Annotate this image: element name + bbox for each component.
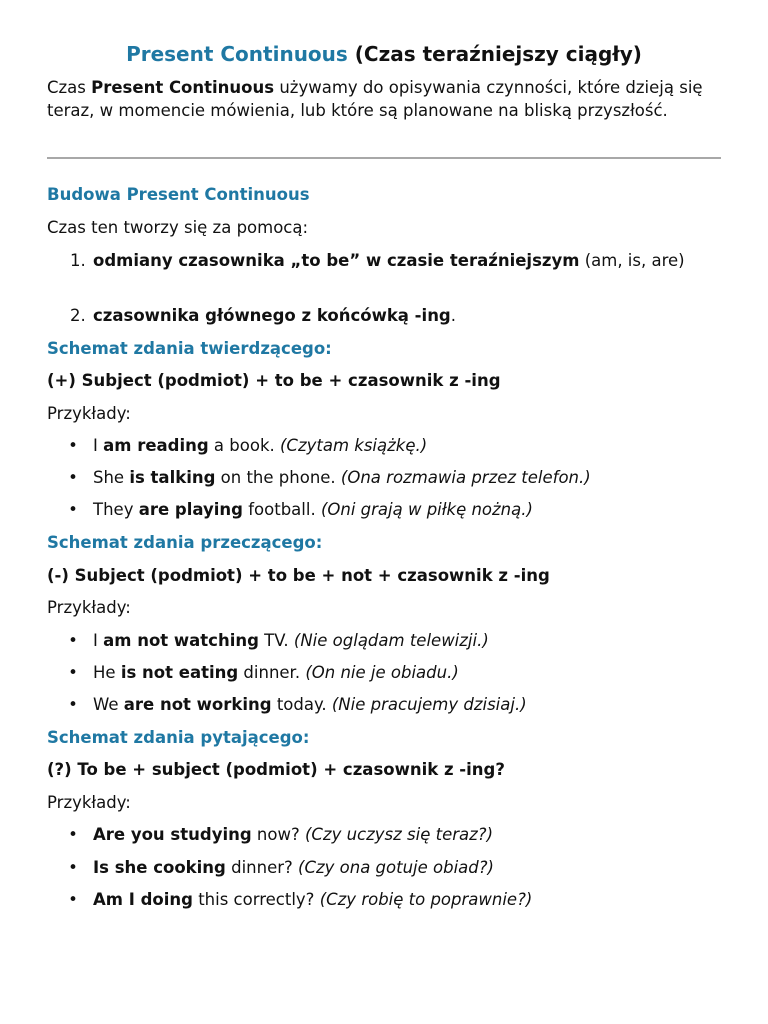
heading-affirmative: Schemat zdania twierdzącego: (47, 339, 332, 358)
list-number: 2. (70, 306, 86, 325)
title-main: Present Continuous (126, 42, 348, 66)
list-text-bold: czasownika głównego z końcówką -ing (93, 306, 451, 325)
bullet-icon: • (68, 825, 78, 844)
example-verb: are not working (123, 695, 272, 714)
example-post: TV. (258, 631, 294, 650)
example-translation: (Czy ona gotuje obiad?) (298, 858, 494, 877)
example-translation: (On nie je obiadu.) (305, 663, 459, 682)
example-post: dinner. (238, 663, 306, 682)
formula-negative: (-) Subject (podmiot) + to be + not + czasownik z -ing (47, 566, 550, 585)
example-post: a book. (208, 436, 280, 455)
example-verb: are playing (138, 500, 243, 519)
example-verb: is talking (129, 468, 216, 487)
examples-label: Przykłady: (47, 793, 131, 812)
intro-text-bold: Present Continuous (91, 78, 275, 97)
example-pre: He (93, 663, 121, 682)
page-title (0, 41, 768, 69)
example-verb: is not eating (120, 663, 239, 682)
bullet-icon: • (68, 663, 78, 682)
list-text-bold: odmiany czasownika „to be” w czasie teraźniejszym (93, 251, 580, 270)
list-text-rest: (am, is, are) (579, 251, 685, 270)
formula-affirmative: (+) Subject (podmiot) + to be + czasownik z -ing (47, 371, 501, 390)
example-item (68, 435, 428, 458)
divider (47, 157, 721, 159)
example-post: today. (271, 695, 332, 714)
title-sub: (Czas teraźniejszy ciągły) (354, 42, 642, 66)
list-number: 1. (70, 251, 86, 270)
example-translation: (Czytam książkę.) (280, 436, 428, 455)
list-item (70, 250, 710, 273)
bullet-icon: • (68, 500, 78, 519)
example-translation: (Nie pracujemy dzisiaj.) (331, 695, 527, 714)
example-pre: I (93, 631, 104, 650)
example-post: this correctly? (192, 890, 320, 909)
heading-interrogative: Schemat zdania pytającego: (47, 728, 310, 747)
budowa-lead: Czas ten tworzy się za pomocą: (47, 218, 309, 237)
example-post: dinner? (225, 858, 299, 877)
example-pre: I (93, 436, 104, 455)
example-translation: (Nie oglądam telewizji.) (293, 631, 489, 650)
intro-paragraph (47, 77, 727, 123)
example-item (68, 824, 494, 847)
example-item (68, 630, 489, 653)
example-translation: (Czy robię to poprawnie?) (319, 890, 533, 909)
example-pre: We (93, 695, 124, 714)
example-verb: am reading (103, 436, 209, 455)
bullet-icon: • (68, 890, 78, 909)
example-item (68, 889, 533, 912)
heading-budowa: Budowa Present Continuous (47, 185, 310, 204)
examples-label: Przykłady: (47, 404, 131, 423)
intro-text-before: Czas (47, 78, 92, 97)
bullet-icon: • (68, 468, 78, 487)
example-translation: (Ona rozmawia przez telefon.) (340, 468, 591, 487)
example-translation: (Czy uczysz się teraz?) (304, 825, 494, 844)
examples-label: Przykłady: (47, 598, 131, 617)
example-verb: Is she cooking (93, 858, 226, 877)
bullet-icon: • (68, 695, 78, 714)
list-text-rest: . (450, 306, 456, 325)
example-post: now? (251, 825, 305, 844)
bullet-icon: • (68, 858, 78, 877)
example-translation: (Oni grają w piłkę nożną.) (320, 500, 533, 519)
example-verb: Are you studying (93, 825, 252, 844)
example-item (68, 857, 494, 880)
example-verb: Am I doing (93, 890, 193, 909)
intro-text-after: używamy do opisywania czynności, które dzieją się teraz, w momencie mówienia, lub które są planowane na bliską przyszłość. (47, 78, 703, 120)
example-pre: They (93, 500, 139, 519)
heading-negative: Schemat zdania przeczącego: (47, 533, 323, 552)
list-item (70, 305, 710, 328)
bullet-icon: • (68, 631, 78, 650)
list-text (93, 250, 705, 273)
bullet-icon: • (68, 436, 78, 455)
example-verb: am not watching (103, 631, 259, 650)
list-text (93, 305, 705, 328)
example-item (68, 499, 533, 522)
example-item (68, 662, 459, 685)
formula-interrogative: (?) To be + subject (podmiot) + czasownik z -ing? (47, 760, 505, 779)
example-item (68, 694, 527, 717)
example-pre: She (93, 468, 130, 487)
example-post: football. (242, 500, 321, 519)
example-post: on the phone. (215, 468, 341, 487)
example-item (68, 467, 591, 490)
